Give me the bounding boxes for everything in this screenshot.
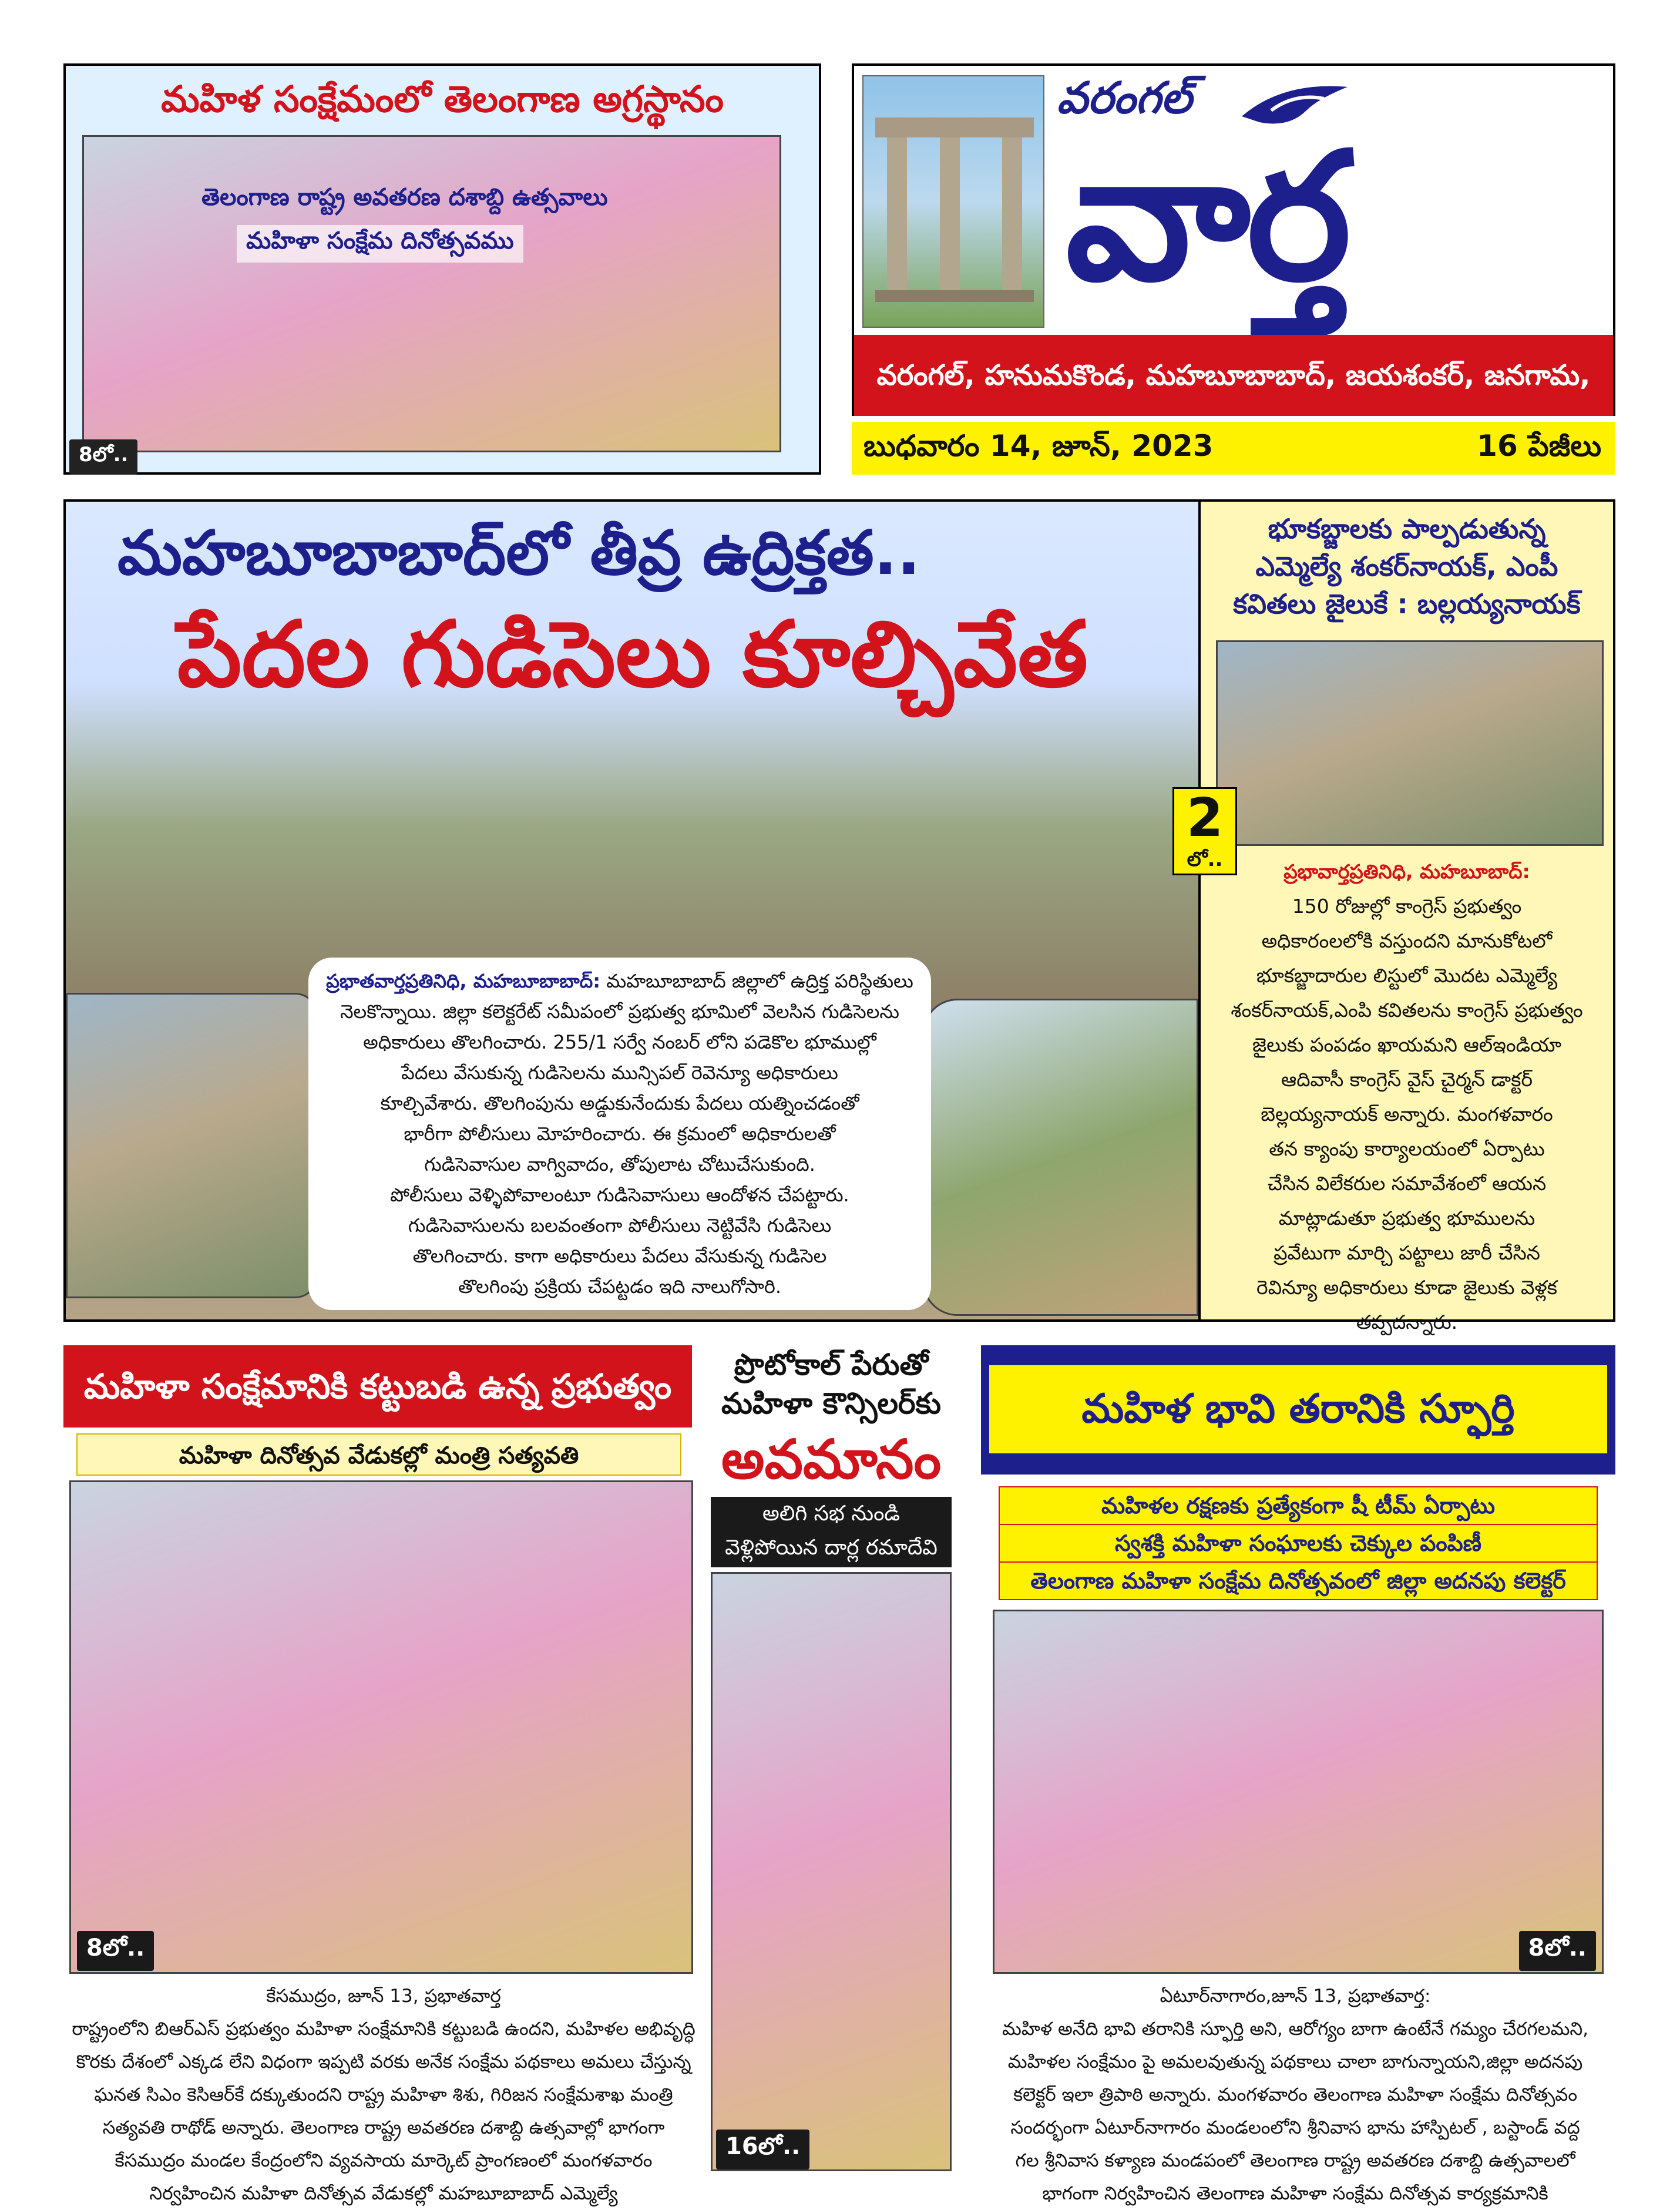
lead-body-4: కూల్చివేశారు. తొలగింపును అడ్డుకునేందుకు పేదలు యత్నించడంతో <box>380 1092 859 1114</box>
kakatiya-arch-photo <box>862 75 1044 328</box>
left-body-2: ఘనత సిఎం కెసిఆర్‌కే దక్కుతుందని రాష్ట్ర మహిళా శిశు, గిరిజన సంక్షేమశాఖ మంత్రి <box>94 2084 673 2105</box>
lead-body-6: గుడిసెవాసుల వాగ్వివాదం, తోపులాట చోటుచేసుకుంది. <box>424 1153 815 1175</box>
right-body-2: కలెక్టర్ ఇలా త్రిపాఠి అన్నారు. మంగళవారం తెలంగాణ మహిళా సంక్షేమ దినోత్సవం <box>1013 2084 1578 2105</box>
lead-body-0: మహబూబాబాద్ జిల్లాలో ఉద్రిక్త పరిస్థితులు <box>606 970 913 992</box>
masthead-big-name: వార్త <box>1066 115 1348 320</box>
masthead-pages: 16 పేజీలు <box>1477 429 1601 463</box>
middle-story-page-ref: 16లో.. <box>716 2130 809 2169</box>
side-text <box>1201 854 1613 1339</box>
right-story-subheads <box>999 1486 1598 1600</box>
side-story-panel <box>1198 502 1613 1334</box>
left-body-5: నిర్వహించిన మహిళా దినోత్సవ వేడుకల్లో మహబూబాబాద్ ఎమ్మెల్యే <box>149 2183 618 2204</box>
left-body-0: రాష్ట్రంలోని బిఆర్ఎస్ ప్రభుత్వం మహిళా సంక్షేమానికి కట్టుబడి ఉందని, మహిళల అభివృద్ధి <box>72 2018 695 2040</box>
right-subhead-0: మహిళల రక్షణకు ప్రత్యేకంగా షీ టీమ్ ఏర్పాటు <box>1000 1487 1597 1525</box>
lead-inset-right-photo <box>922 999 1198 1316</box>
masthead-small-name: వరంగల్ <box>1057 73 1192 123</box>
lead-headline: పేదల గుడిసెలు కూల్చివేత <box>177 602 1088 707</box>
masthead <box>852 63 1615 416</box>
left-story-text <box>63 1980 704 2210</box>
side-dateline: ప్రభావార్తప్రతినిధి, మహబూబాద్: <box>1283 860 1530 883</box>
side-body-9: మాట్లాడుతూ ప్రభుత్వ భూములను <box>1278 1207 1535 1230</box>
side-headline-line-2: కవితలు జైలుకే : బల్లయ్యనాయక్ <box>1233 588 1581 620</box>
lead-body-8: గుడిసెవాసులను బలవంతంగా పోలీసులు నెట్టివేసి గుడిసెలు <box>408 1214 832 1237</box>
right-story-dateline: ఏటూర్‌నాగారం,జూన్ 13, ప్రభాతవార్త: <box>1160 1986 1431 2007</box>
side-headline <box>1201 510 1613 623</box>
middle-story-kicker <box>705 1345 957 1423</box>
left-story-subhead: మహిళా దినోత్సవ వేడుకల్లో మంత్రి సత్యవతి <box>76 1433 681 1476</box>
masthead-districts: వరంగల్, హనుమకొండ, మహబూబాబాద్, జయశంకర్, జనగామ, <box>854 335 1613 416</box>
lead-body-5: భారీగా పోలీసులు మోహరించారు. ఈ క్రమంలో అధికారులతో <box>404 1123 836 1145</box>
middle-story-photo <box>711 1572 952 2171</box>
right-body-4: గల శ్రీనివాస కళ్యాణ మండపంలో తెలంగాణ రాష్ట్ర అవతరణ దశాబ్ది ఉత్సవాలలో <box>1015 2150 1575 2171</box>
left-story-page-ref: 8లో.. <box>77 1931 154 1971</box>
right-body-1: మహిళల సంక్షేమం పై అమలవుతున్న పథకాలు చాలా బాగున్నాయని,జిల్లా అదనపు <box>1007 2051 1583 2073</box>
top-promo-page-ref: 8లో.. <box>69 439 137 475</box>
lead-body-2: అధికారులు తొలగించారు. 255/1 సర్వే నంబర్ లోని పడెకొల భూముల్లో <box>363 1031 876 1053</box>
right-story-headline: మహిళ భావి తరానికి స్ఫూర్తి <box>989 1365 1607 1453</box>
top-promo-headline: మహిళ సంక్షేమంలో తెలంగాణ అగ్రస్థానం <box>161 78 724 120</box>
left-body-4: కేసముద్రం మండల కేంద్రంలోని వ్యవసాయ మార్కెట్ ప్రాంగణంలో మంగళవారం <box>115 2150 653 2171</box>
middle-story-subhead <box>711 1497 952 1567</box>
right-story-page-ref: 8లో.. <box>1519 1931 1596 1971</box>
left-body-1: కొరకు దేశంలో ఎక్కడ లేని విధంగా ఇప్పటి వరకు అనేక సంక్షేమ పథకాలు అమలు చేస్తున్న <box>76 2051 691 2073</box>
side-body-3: శంకర్‌నాయక్,ఎంపి కవితలను కాంగ్రెస్ ప్రభుత్వం <box>1231 999 1583 1022</box>
side-body-0: 150 రోజుల్లో కాంగ్రెస్ ప్రభుత్వం <box>1292 895 1522 918</box>
side-page-tag <box>1172 787 1237 875</box>
side-body-8: చేసిన విలేకరుల సమావేశంలో ఆయన <box>1267 1172 1547 1195</box>
middle-kicker-line1: ప్రొటోకాల్ పేరుతో <box>734 1348 929 1382</box>
side-body-10: ప్రవేటుగా మార్చి పట్టాలు జారీ చేసిన <box>1274 1241 1540 1264</box>
right-story-header <box>981 1345 1615 1475</box>
side-body-6: బెల్లయ్యనాయక్ అన్నారు. మంగళవారం <box>1261 1103 1553 1126</box>
lead-kicker: మహబూబాబాద్‌లో తీవ్ర ఉద్రిక్తత.. <box>117 517 920 589</box>
side-story-photo <box>1216 640 1604 846</box>
side-body-2: భూకబ్జాదారుల లిస్టులో మొదట ఎమ్మెల్యే <box>1256 964 1558 987</box>
side-page-tag-num: 2 <box>1186 787 1224 849</box>
left-story-dateline: కేసముద్రం, జూన్ 13, ప్రభాతవార్త <box>266 1986 501 2007</box>
lead-body-7: పోలీసులు వెళ్ళిపోవాలంటూ గుడిసెవాసులు ఆందోళన చేపట్టారు. <box>390 1184 849 1206</box>
masthead-dateline-bar <box>852 422 1615 475</box>
promo-banner-line1: తెలంగాణ రాష్ట్ర అవతరణ దశాబ్ది ఉత్సవాలు <box>201 184 608 211</box>
side-page-tag-text: లో.. <box>1187 848 1223 871</box>
middle-subhead-line2: వెళ్లిపోయిన దార్ల రమాదేవి <box>725 1536 938 1560</box>
left-story-photo <box>69 1480 693 1974</box>
right-body-3: సందర్భంగా ఏటూర్‌నాగారం మండలంలోని శ్రీనివాస భాను హాస్పిటల్ , బస్టాండ్ వద్ద <box>1010 2117 1580 2138</box>
middle-subhead-line1: అలిగి సభ నుండి <box>762 1502 900 1526</box>
middle-story-headline: అవమానం <box>721 1428 942 1491</box>
side-body-7: తన క్యాంపు కార్యాలయంలో ఏర్పాటు <box>1269 1137 1545 1160</box>
side-headline-line-0: భూకబ్జాలకు పాల్పడుతున్న <box>1268 513 1546 545</box>
right-story-photo <box>993 1610 1604 1974</box>
side-body-1: అధికారంలలోకి వస్తుందని మానుకోటలో <box>1261 929 1553 952</box>
right-subhead-1: స్వశక్తి మహిళా సంఘాలకు చెక్కుల పంపిణీ <box>1000 1525 1597 1563</box>
side-headline-line-1: ఎమ్మెల్యే శంకర్‌నాయక్, ఎంపీ <box>1255 550 1558 582</box>
lead-body-3: పేదలు వేసుకున్న గుడిసెలను మున్సిపల్ రెవెన్యూ అధికారులు <box>401 1062 838 1084</box>
lead-body-10: తొలగింపు ప్రక్రియ చేపట్టడం ఇది నాలుగోసారి. <box>458 1275 782 1298</box>
arch-icon <box>863 76 1046 329</box>
left-body-3: సత్యవతి రాథోడ్ అన్నారు. తెలంగాణ రాష్ట్ర అవతరణ దశాబ్ది ఉత్సవాల్లో భాగంగా <box>102 2117 665 2138</box>
masthead-date: బుధవారం 14, జూన్, 2023 <box>863 429 1214 463</box>
side-body-4: జైలుకు పంపడం ఖాయమని ఆల్‌ఇండియా <box>1252 1033 1562 1056</box>
middle-kicker-line2: మహిళా కౌన్సిలర్‌కు <box>721 1386 941 1420</box>
lead-body-9: తొలగించారు. కాగా అధికారులు పేదలు వేసుకున్న గుడిసెల <box>412 1245 827 1267</box>
left-story-headline: మహిళా సంక్షేమానికి కట్టుబడి ఉన్న ప్రభుత్వం <box>63 1345 692 1428</box>
lead-inset-left-photo <box>66 993 318 1298</box>
lead-text-panel <box>308 958 931 1310</box>
right-subhead-2: తెలంగాణ మహిళా సంక్షేమ దినోత్సవంలో జిల్లా అదనపు కలెక్టర్ <box>1030 1568 1566 1594</box>
side-body-11: రెవిన్యూ అధికారులు కూడా జైలుకు వెళ్లక <box>1256 1276 1557 1299</box>
promo-banner-line2: మహిళా సంక్షేమ దినోత్సవము <box>237 225 523 263</box>
lead-body-1: నెలకొన్నాయి. జిల్లా కలెక్టరేట్ సమీపంలో ప్రభుత్వ భూమిలో వెలసిన గుడిసెలను <box>340 1000 899 1023</box>
top-promo-photo <box>82 135 781 452</box>
top-promo-box <box>63 63 821 475</box>
side-body-12: తప్పదన్నారు. <box>1356 1311 1458 1334</box>
right-story-text <box>975 1980 1615 2210</box>
side-body-5: ఆదివాసీ కాంగ్రెస్ వైస్ చైర్మన్ డాక్టర్ <box>1281 1068 1533 1091</box>
right-body-5: భాగంగా నిర్వహించిన తెలంగాణ మహిళా సంక్షేమ దినోత్సవ కార్యక్రమానికి <box>1042 2183 1548 2204</box>
lead-dateline: ప్రభాతవార్తప్రతినిధి, మహబూబాబాద్: <box>326 970 601 992</box>
right-body-0: మహిళ అనేది భావి తరానికి స్ఫూర్తి అని, ఆరోగ్యం బాగా ఉంటేనే గమ్యం చేరగలమని, <box>1002 2018 1588 2040</box>
